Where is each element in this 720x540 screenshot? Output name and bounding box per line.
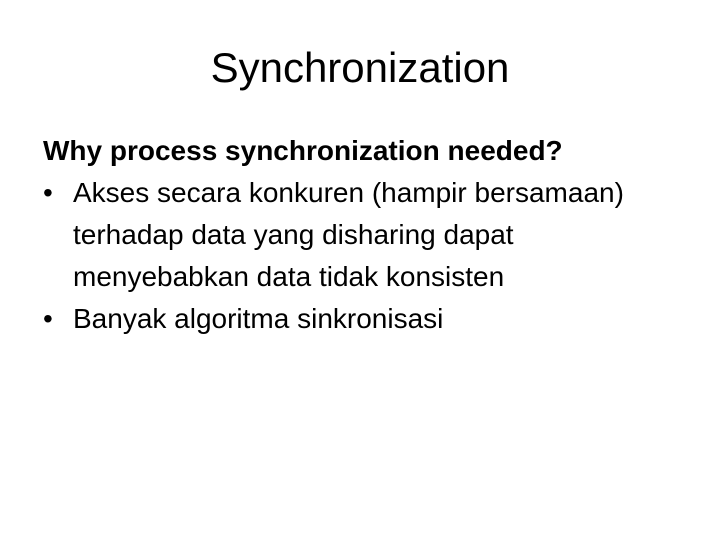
bullet-item-sync-algorithms: [43, 298, 683, 340]
bullet-dot-icon: •: [43, 303, 53, 334]
bullet-text: Banyak algoritma sinkronisasi: [73, 303, 444, 334]
bullet-item-concurrent-access: [43, 172, 683, 298]
slide-title: Synchronization: [210, 44, 510, 91]
bullet-text: Akses secara konkuren (hampir bersamaan) terhadap data yang disharing dapat menyebabkan data tidak konsisten: [73, 177, 624, 292]
bullet-dot-icon: •: [43, 177, 53, 208]
slide-body: [43, 130, 683, 340]
body-heading: Why process synchronization needed?: [43, 135, 563, 166]
bullet-list: [43, 172, 683, 340]
